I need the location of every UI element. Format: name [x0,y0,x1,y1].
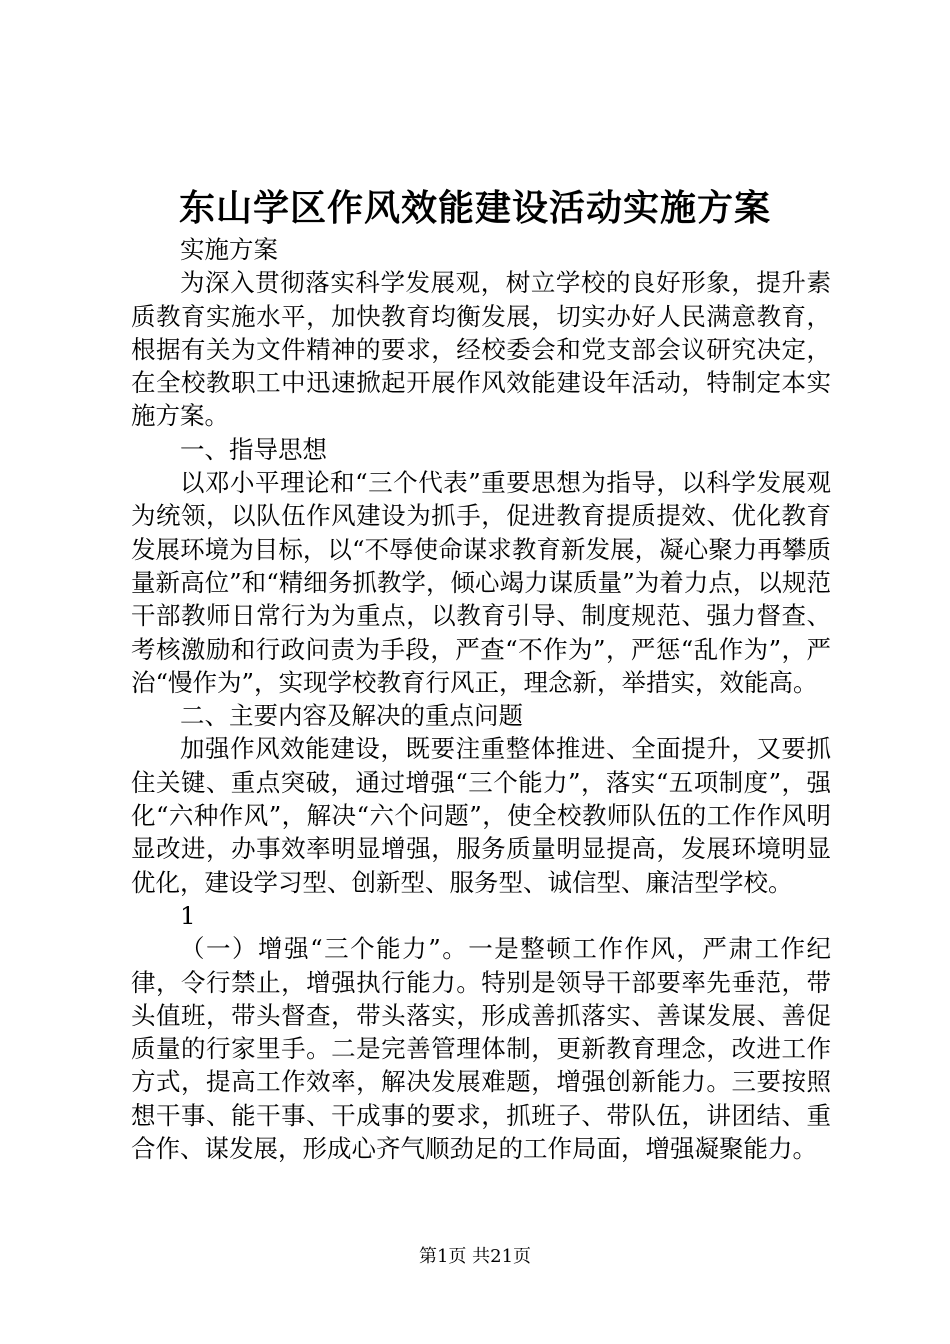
section-heading-1: 一、指导思想 [180,434,327,464]
paragraph-main-content: 加强作风效能建设，既要注重整体推进、全面提升，又要抓住关键、重点突破，通过增强“三个能力”，落实“五项制度”，强化“六种作风”，解决“六个问题”，使全校教师队伍的工作作风明显改进，办事效率明显增强，服务质量明显提高，发展环境明显优化，建设学习型、创新型、服务型、诚信型、廉洁型学校。 [131,734,831,897]
paragraph-subtitle: 实施方案 [180,235,278,264]
paragraph-guiding-thought: 以邓小平理论和“三个代表”重要思想为指导，以科学发展观为统领，以队伍作风建设为抓手，促进教育提质提效、优化教育发展环境为目标，以“不辱使命谋求教育新发展，凝心聚力再攀质量新高位”和“精细务抓教学，倾心竭力谋质量”为着力点，以规范干部教师日常行为为重点，以教育引导、制度规范、强力督查、考核激励和行政问责为手段，严查“不作为”，严惩“乱作为”，严治“慢作为”，实现学校教育行风正，理念新，举措实，效能高。 [131,468,831,697]
document-body [131,233,831,1165]
page-footer [0,1245,950,1269]
section-heading-2: 二、主要内容及解决的重点问题 [180,701,523,731]
paragraph-intro: 为深入贯彻落实科学发展观，树立学校的良好形象，提升素质教育实施水平，加快教育均衡发展，切实办好人民满意教育，根据有关为文件精神的要求，经校委会和党支部会议研究决定，在全校教职工中迅速掀起开展作风效能建设年活动，特制定本实施方案。 [131,268,831,431]
page-number-label: 第1页 共21页 [418,1246,532,1267]
paragraph-number: 1 [180,900,196,930]
paragraph-three-abilities: （一）增强“三个能力”。一是整顿工作作风，严肃工作纪律，令行禁止，增强执行能力。特别是领导干部要率先垂范，带头值班，带头督查，带头落实，形成善抓落实、善谋发展、善促质量的行家里手。二是完善管理体制，更新教育理念，改进工作方式，提高工作效率，解决发展难题，增强创新能力。三要按照想干事、能干事、干成事的要求，抓班子、带队伍，讲团结、重合作、谋发展，形成心齐气顺劲足的工作局面，增强凝聚能力。 [131,934,831,1164]
document-title: 东山学区作风效能建设活动实施方案 [178,187,771,229]
